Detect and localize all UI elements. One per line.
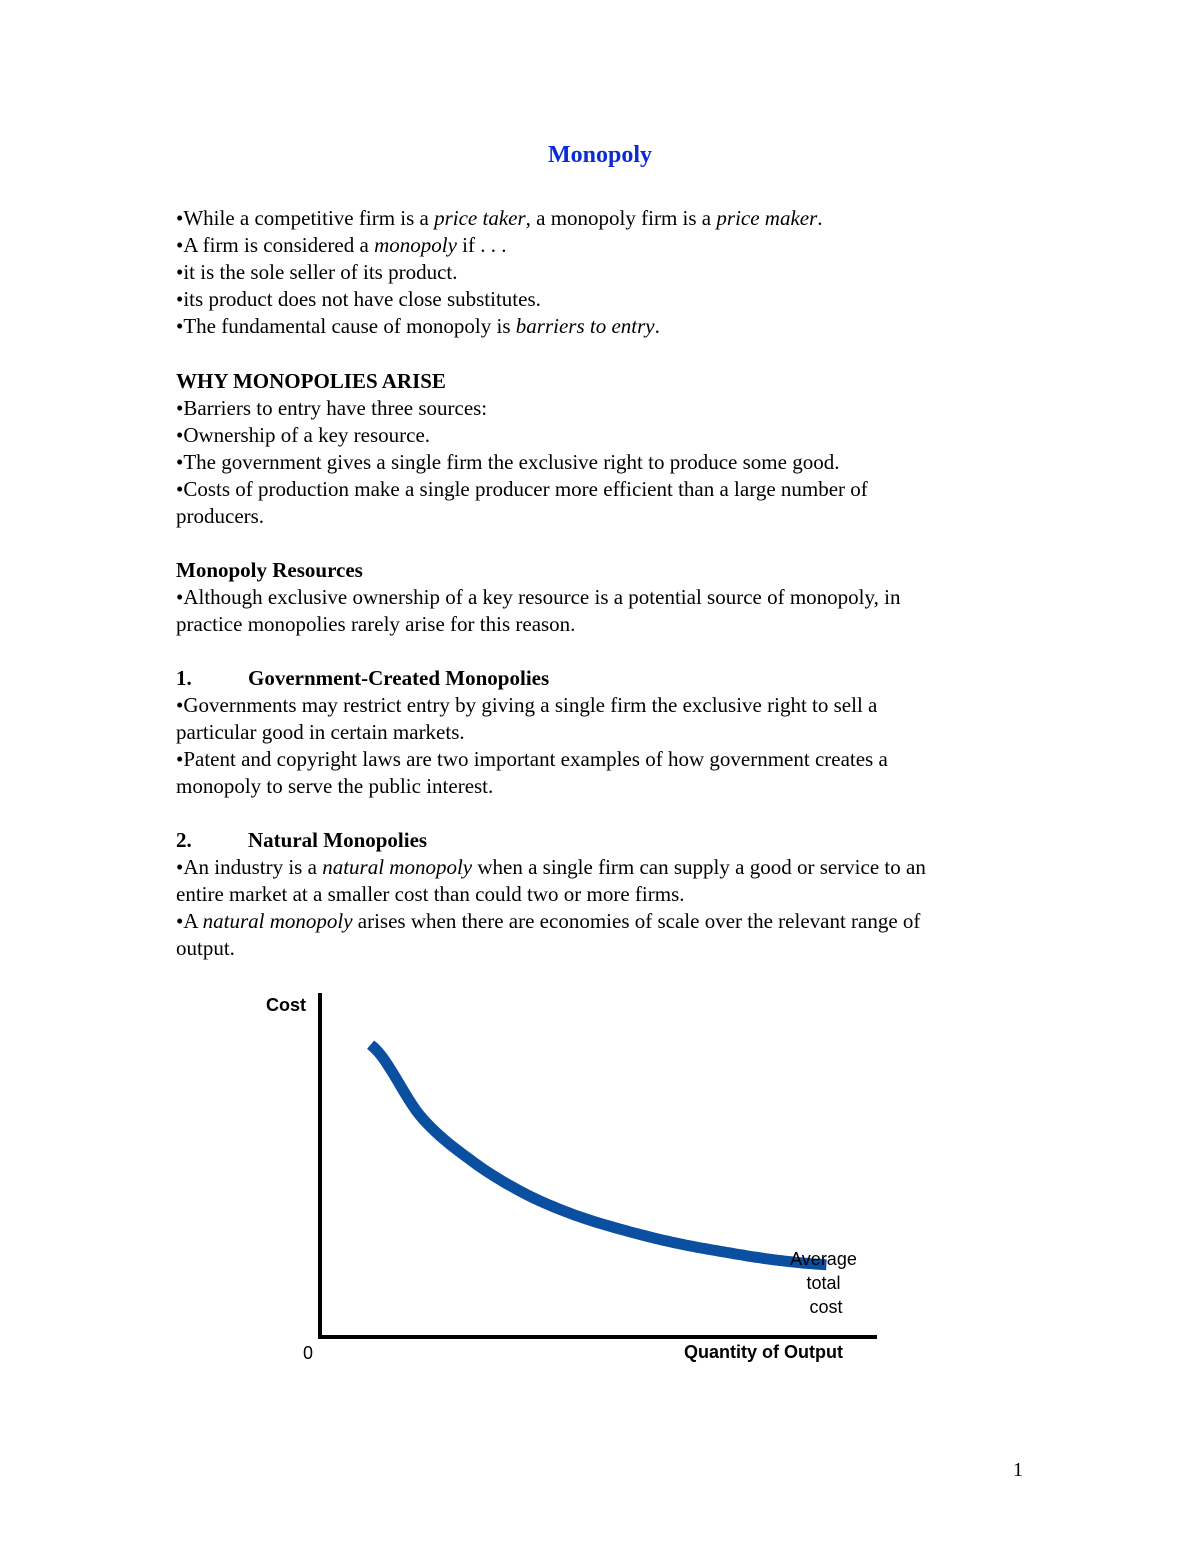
x-axis-label: Quantity of Output <box>684 1342 843 1362</box>
atc-label-line-1: Average <box>790 1249 857 1269</box>
origin-label: 0 <box>303 1343 314 1363</box>
why-bullet-1: •Barriers to entry have three sources: <box>176 396 488 420</box>
why-bullet-3: •The government gives a single firm the exclusive right to produce some good. <box>176 450 840 474</box>
natural-bullet-2-line-2: output. <box>176 936 235 960</box>
atc-curve <box>371 1045 827 1265</box>
natural-heading: 2. Natural Monopolies <box>176 828 428 852</box>
government-bullet-1-line-1: •Governments may restrict entry by giving a single firm the exclusive right to sell a <box>176 693 878 717</box>
resources-line-2: practice monopolies rarely arise for this reason. <box>176 612 576 636</box>
resources-heading: Monopoly Resources <box>176 558 363 582</box>
government-bullet-1-line-2: particular good in certain markets. <box>176 720 465 744</box>
why-bullet-4-line-2: producers. <box>176 504 265 528</box>
natural-bullet-2-line-1: •A natural monopoly arises when there are economies of scale over the relevant range of <box>176 909 921 933</box>
intro-bullet-2: •A firm is considered a monopoly if . . . <box>176 233 507 257</box>
government-bullet-2-line-2: monopoly to serve the public interest. <box>176 774 494 798</box>
why-bullet-4-line-1: •Costs of production make a single producer more efficient than a large number of <box>176 477 868 501</box>
y-axis-label: Cost <box>266 995 306 1015</box>
section-number: 1. <box>176 666 192 690</box>
intro-bullet-1: •While a competitive firm is a price taker, a monopoly firm is a price maker. <box>176 206 823 230</box>
government-heading: 1. Government-Created Monopolies <box>176 666 550 690</box>
section-number: 2. <box>176 828 192 852</box>
resources-line-1: •Although exclusive ownership of a key resource is a potential source of monopoly, in <box>176 585 901 609</box>
atc-curve-label <box>790 1249 862 1317</box>
natural-bullet-1-line-2: entire market at a smaller cost than could two or more firms. <box>176 882 685 906</box>
intro-bullet-5: •The fundamental cause of monopoly is barriers to entry. <box>176 314 660 338</box>
why-bullet-2: •Ownership of a key resource. <box>176 423 431 447</box>
intro-bullet-3: •it is the sole seller of its product. <box>176 260 458 284</box>
why-heading: WHY MONOPOLIES ARISE <box>176 369 446 393</box>
atc-label-line-3: cost <box>809 1297 843 1317</box>
government-bullet-2-line-1: •Patent and copyright laws are two important examples of how government creates a <box>176 747 888 771</box>
atc-label-line-2: total <box>806 1273 841 1293</box>
intro-bullet-4: •its product does not have close substitutes. <box>176 287 541 311</box>
natural-bullet-1-line-1: •An industry is a natural monopoly when a single firm can supply a good or service to an <box>176 855 926 879</box>
page-title: Monopoly <box>547 142 652 168</box>
page-number: 1 <box>1013 1459 1023 1481</box>
